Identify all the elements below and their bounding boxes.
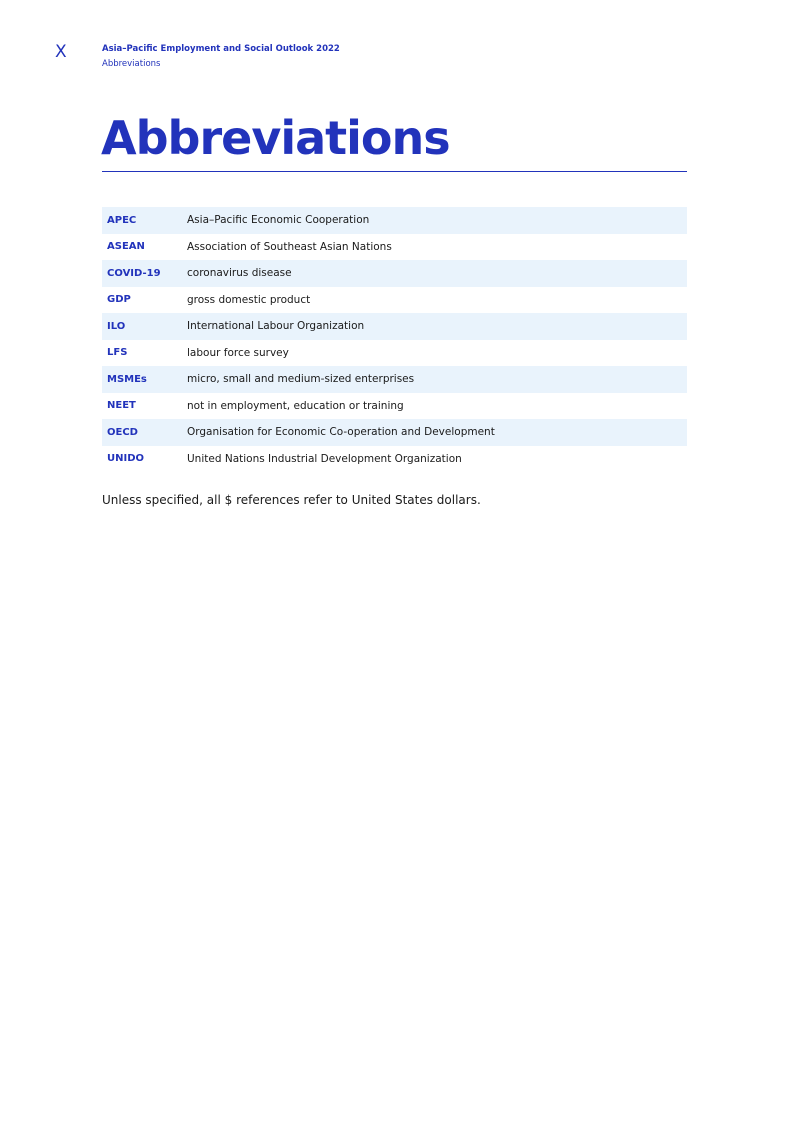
abbreviation-definition: Association of Southeast Asian Nations (187, 240, 392, 253)
abbreviation-code: ILO (107, 320, 126, 332)
abbreviation-code: MSMEs (107, 373, 147, 385)
table-row (102, 313, 687, 340)
abbreviation-definition: not in employment, education or training (187, 399, 404, 412)
abbreviations-table (102, 207, 687, 472)
table-row (102, 287, 687, 314)
abbreviation-definition: gross domestic product (187, 293, 311, 306)
table-row (102, 446, 687, 473)
page-number: X (55, 42, 67, 62)
table-row (102, 366, 687, 393)
title-divider (102, 171, 687, 172)
report-title: Asia–Pacific Employment and Social Outlook 2022 (102, 44, 340, 54)
abbreviation-code: OECD (107, 426, 138, 438)
abbreviation-definition: Organisation for Economic Co-operation and Development (187, 426, 495, 439)
currency-footnote: Unless specified, all $ references refer to United States dollars. (102, 493, 481, 507)
abbreviation-definition: micro, small and medium-sized enterprises (187, 373, 415, 386)
abbreviation-code: COVID-19 (107, 267, 161, 279)
abbreviation-definition: International Labour Organization (187, 320, 365, 333)
abbreviation-definition: Asia–Pacific Economic Cooperation (187, 214, 370, 227)
abbreviation-definition: United Nations Industrial Development Organization (187, 452, 462, 465)
abbreviation-definition: labour force survey (187, 346, 289, 359)
running-header (102, 43, 340, 70)
table-row (102, 260, 687, 287)
table-row (102, 340, 687, 367)
abbreviation-code: UNIDO (107, 453, 145, 465)
abbreviation-code: LFS (107, 347, 128, 359)
abbreviation-code: APEC (107, 214, 137, 226)
section-name: Abbreviations (102, 59, 161, 69)
table-row (102, 419, 687, 446)
abbreviation-definition: coronavirus disease (187, 267, 292, 280)
table-row (102, 234, 687, 261)
table-row (102, 207, 687, 234)
table-row (102, 393, 687, 420)
abbreviation-code: NEET (107, 400, 136, 412)
abbreviation-code: GDP (107, 294, 131, 306)
abbreviation-code: ASEAN (107, 241, 145, 253)
page-title: Abbreviations (101, 111, 450, 165)
